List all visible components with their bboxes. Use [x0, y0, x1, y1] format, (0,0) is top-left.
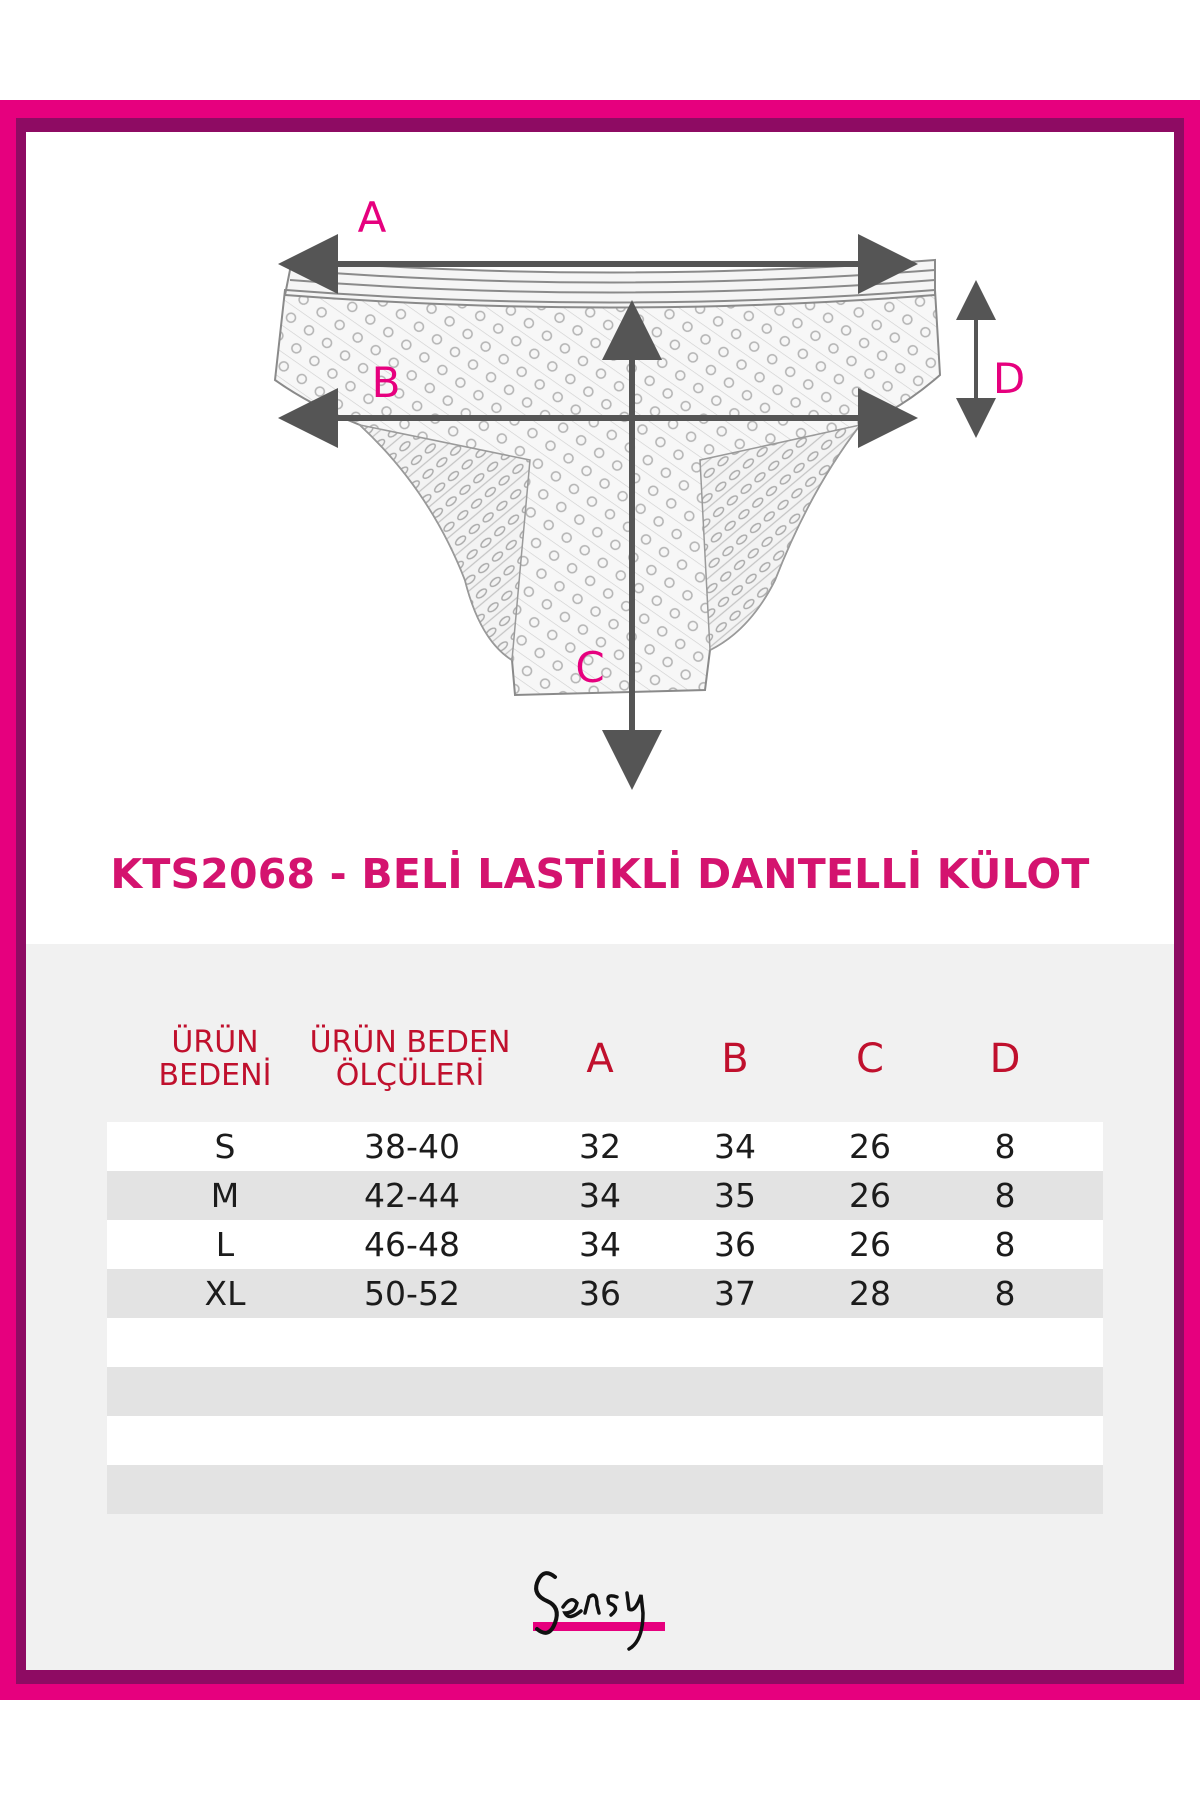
cell-d: 8	[994, 1225, 1016, 1264]
cell-size: M	[210, 1176, 240, 1215]
cell-b: 36	[714, 1225, 756, 1264]
header-size-line2: BEDENİ	[158, 1058, 272, 1093]
cell-a: 34	[579, 1176, 621, 1215]
cell-measure: 50-52	[364, 1274, 460, 1313]
cell-c: 26	[849, 1225, 891, 1264]
size-table-body	[107, 1122, 1103, 1514]
cell-measure: 46-48	[364, 1225, 460, 1264]
table-row-empty	[107, 1318, 1103, 1367]
table-row-empty	[107, 1465, 1103, 1514]
label-c: C	[575, 643, 605, 692]
table-row	[107, 1122, 1103, 1171]
table-row-empty	[107, 1367, 1103, 1416]
header-a: A	[586, 1036, 614, 1082]
cell-c: 26	[849, 1127, 891, 1166]
garment-drawing	[275, 260, 940, 695]
cell-a: 32	[579, 1127, 621, 1166]
cell-c: 26	[849, 1176, 891, 1215]
cell-size: S	[214, 1127, 236, 1166]
table-row	[107, 1220, 1103, 1269]
header-measure-line1: ÜRÜN BEDEN	[309, 1025, 511, 1060]
header-measure	[295, 1026, 525, 1092]
cell-c: 28	[849, 1274, 891, 1313]
cell-b: 35	[714, 1176, 756, 1215]
cell-a: 36	[579, 1274, 621, 1313]
cell-size: XL	[204, 1274, 246, 1313]
label-d: D	[992, 354, 1026, 403]
label-a: A	[357, 193, 387, 242]
product-title: KTS2068 - BELİ LASTİKLİ DANTELLİ KÜLOT	[110, 850, 1090, 898]
product-diagram	[200, 160, 1060, 820]
header-size-line1: ÜRÜN	[171, 1025, 259, 1060]
cell-measure: 38-40	[364, 1127, 460, 1166]
label-b: B	[371, 358, 401, 407]
cell-b: 37	[714, 1274, 756, 1313]
cell-d: 8	[994, 1274, 1016, 1313]
cell-d: 8	[994, 1127, 1016, 1166]
cell-a: 34	[579, 1225, 621, 1264]
cell-measure: 42-44	[364, 1176, 460, 1215]
header-b: B	[721, 1036, 749, 1082]
header-c: C	[856, 1036, 884, 1082]
cell-b: 34	[714, 1127, 756, 1166]
cell-size: L	[215, 1225, 235, 1264]
header-measure-line2: ÖLÇÜLERİ	[335, 1058, 485, 1093]
header-d: D	[989, 1036, 1021, 1082]
cell-d: 8	[994, 1176, 1016, 1215]
table-row	[107, 1171, 1103, 1220]
size-table-header	[0, 1020, 1200, 1120]
sensy-logo	[525, 1555, 675, 1665]
table-row	[107, 1269, 1103, 1318]
header-size	[145, 1026, 285, 1092]
table-row-empty	[107, 1416, 1103, 1465]
